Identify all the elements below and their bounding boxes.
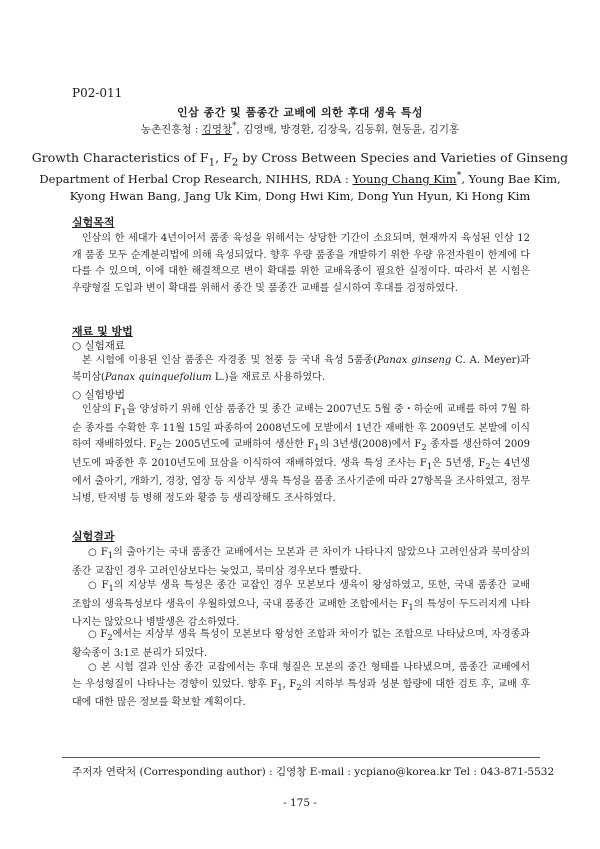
corresponding-author-contact: 주저자 연락처 (Corresponding author) : 김영창 E-mail : ycpiano@korea.kr Tel : 043-871-5532 xyxy=(72,766,555,778)
result-item-1: ○ $F_1$의 출아기는 국내 품종간 교배에서는 모본과 큰 차이가 나타나지 않았으나 고려인삼과 북미삼의 종간 교잡인 경우 고려인삼보다는 늦었고, 북미삼 경우보다 빨랐다. xyxy=(72,547,530,577)
results-heading: 실험결과 xyxy=(72,530,115,543)
affiliation-line-1: Department of Herbal Crop Research, NIHHS, RDA : Young Chang Kim*, Young Bae Kim, xyxy=(39,170,561,186)
co-authors: , 김영배, 방경환, 김장욱, 김동휘, 현동윤, 김기홍 xyxy=(236,123,460,136)
result-item-2: ○ $F_1$의 지상부 생육 특성은 종간 교잡인 경우 모본보다 생육이 왕성하였고, 또한, 국내 품종간 교배 조합의 생육특성보다 생육이 우월하였으나, 국내 품종간 교배한 조합에서는 $F_1$의 특성이 두드러지게 나타나지는 않았으나 병발생은 감소하였다. xyxy=(72,580,530,628)
author-prefix: 농촌진흥청 : xyxy=(140,123,202,136)
objective-text: 인삼의 한 세대가 4년이어서 품종 육성을 위해서는 상당한 기간이 소요되며, 현재까지 육성된 인삼 12개 품종 모두 순계분리법에 의해 육성되었다. 향후 우량 품종을 개발하기 위한 우량 유전자원이 한계에 다다를 수 있으며, 이에 대한 해결책으로 변이 확대를 위한 교배육종이 필요한 실정이다. 따라서 본 시험은 우량형질 도입과 변이 확대를 위해서 종간 및 품종간 교배를 실시하여 후대를 검정하였다. xyxy=(72,233,530,294)
footer-divider xyxy=(62,757,540,758)
english-title: Growth Characteristics of $F_1$, $F_2$ by Cross Between Species and Varieties of Ginseng xyxy=(31,150,569,169)
materials-subheading: ○ 실험재료 xyxy=(72,340,126,352)
korean-authors xyxy=(0,121,600,137)
lead-author-mark: * xyxy=(232,121,237,131)
result-item-3: ○ $F_2$에서는 지상부 생육 특성이 모본보다 왕성한 조합과 차이가 없는 조합으로 나타났으며, 자경종과 황숙종이 3:1로 분리가 되었다. xyxy=(72,629,531,659)
lead-author-en: Young Chang Kim xyxy=(352,171,457,186)
materials-text: 본 시험에 이용된 인삼 품종은 자경종 및 천풍 등 국내 육성 5품종(Panax ginseng C. A. Meyer)과 북미삼(Panax quinquefolium L.)을 재료로 사용하였다. xyxy=(72,355,530,383)
result-item-4: ○ 본 시험 결과 인삼 종간 교잡에서는 후대 형질은 모본의 중간 형태를 나타냈으며, 품종간 교배에서는 우성형질이 나타나는 경향이 있었다. 향후 $F_1$, $F_2$의 지하부 특성과 성분 함량에 대한 검토 후, 교배 후대에 대한 많은 정보를 확보할 계획이다. xyxy=(72,662,530,708)
methods-text: 인삼의 $F_1$을 양성하기 위해 인삼 품종간 및 종간 교배는 2007년도 5월 중・하순에 교배를 하여 7월 하순 종자를 수확한 후 11월 15일 파종하여 2008년도에 모밭에서 1년간 재배한 후 2009년도 본밭에 이식하여 재배하였다. $F_2$는 2005년도에 교배하여 생산한 $F_1$의 3년생(2008)에서 $F_2$ 종자를 생산하여 2009년도에 파종한 후 2010년도에 묘삼을 이식하여 재배하였다. 생육 특성 조사는 $F_1$은 5년생, $F_2$는 4년생에서 출아기, 개화기, 경장, 엽장 등 지상부 생육 특성을 품종 조사기준에 따라 27항목을 조사하였고, 점무늬병, 탄저병 등 병해 정도와 황증 등 생리장해도 조사하였다. xyxy=(72,404,530,504)
paper-code: P02-011 xyxy=(72,86,123,100)
affiliation-line-2: Kyong Hwan Bang, Jang Uk Kim, Dong Hwi Kim, Dong Yun Hyun, Ki Hong Kim xyxy=(69,188,531,203)
methods-subheading: ○ 실험방법 xyxy=(72,389,126,401)
korean-title: 인삼 종간 및 품종간 교배에 의한 후대 생육 특성 xyxy=(176,106,424,119)
page-number: - 175 - xyxy=(283,797,317,809)
lead-author: 김영창 xyxy=(201,123,233,136)
objective-heading: 실험목적 xyxy=(72,216,115,229)
methods-heading: 재료 및 방법 xyxy=(72,325,133,338)
english-affiliation xyxy=(0,167,600,205)
